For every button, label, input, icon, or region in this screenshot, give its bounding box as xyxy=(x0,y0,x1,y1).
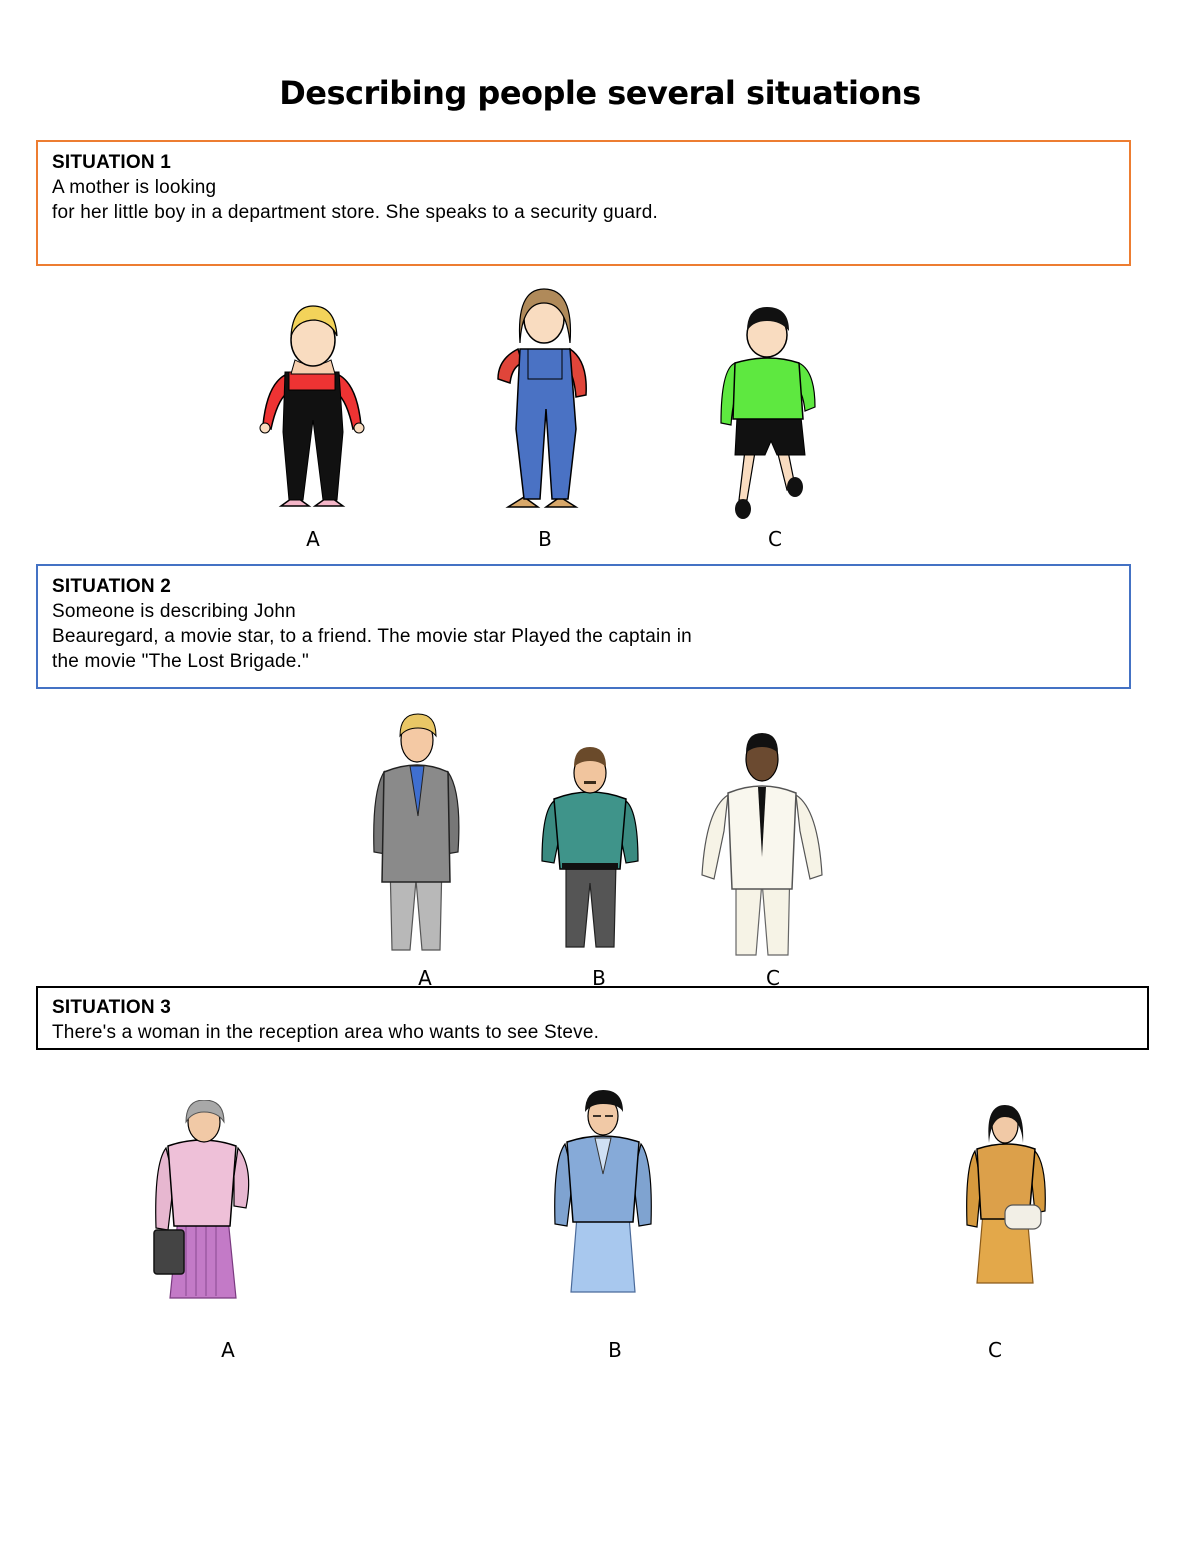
woman-mustard-skirt-handbag-icon xyxy=(965,1103,1050,1288)
situation-3-box xyxy=(36,986,1149,1050)
page-title: Describing people several situations xyxy=(279,74,921,112)
situation-1-option-a: A xyxy=(306,527,320,551)
girl-blue-overalls-striped-shirt-icon xyxy=(490,283,600,518)
situation-2-option-b: B xyxy=(592,966,606,990)
situation-1-text-line-2: for her little boy in a department store. She speaks to a security guard. xyxy=(52,202,659,223)
woman-blue-suit-glasses-icon xyxy=(553,1090,653,1295)
situation-1-heading: SITUATION 1 xyxy=(52,152,172,173)
situation-3-option-c: C xyxy=(988,1338,1002,1362)
boy-green-shirt-black-shorts-icon xyxy=(715,305,820,520)
situation-2-box xyxy=(36,564,1131,689)
man-white-suit-black-tie-icon xyxy=(700,733,825,958)
situation-3-option-a: A xyxy=(221,1338,235,1362)
situation-2-text-line-1: Someone is describing John xyxy=(52,601,296,622)
situation-2-option-a: A xyxy=(418,966,432,990)
situation-3-heading: SITUATION 3 xyxy=(52,997,172,1018)
blond-boy-red-shirt-black-overalls-icon xyxy=(255,300,370,515)
situation-2-text-line-2: Beauregard, a movie star, to a friend. The movie star Played the captain in xyxy=(52,626,692,647)
situation-1-option-c: C xyxy=(768,527,782,551)
situation-2-text-line-3: the movie "The Lost Brigade." xyxy=(52,651,309,672)
situation-2-heading: SITUATION 2 xyxy=(52,576,172,597)
man-teal-shirt-mustache-icon xyxy=(540,745,640,950)
situation-3-option-b: B xyxy=(608,1338,622,1362)
blond-man-gray-blazer-icon xyxy=(370,712,465,952)
situation-1-text-line-1: A mother is looking xyxy=(52,177,217,198)
situation-2-option-c: C xyxy=(766,966,780,990)
situation-1-option-b: B xyxy=(538,527,552,551)
situation-1-box xyxy=(36,140,1131,266)
situation-3-text-line-1: There's a woman in the reception area who wants to see Steve. xyxy=(52,1022,600,1043)
older-woman-pink-jacket-briefcase-icon xyxy=(150,1100,255,1300)
